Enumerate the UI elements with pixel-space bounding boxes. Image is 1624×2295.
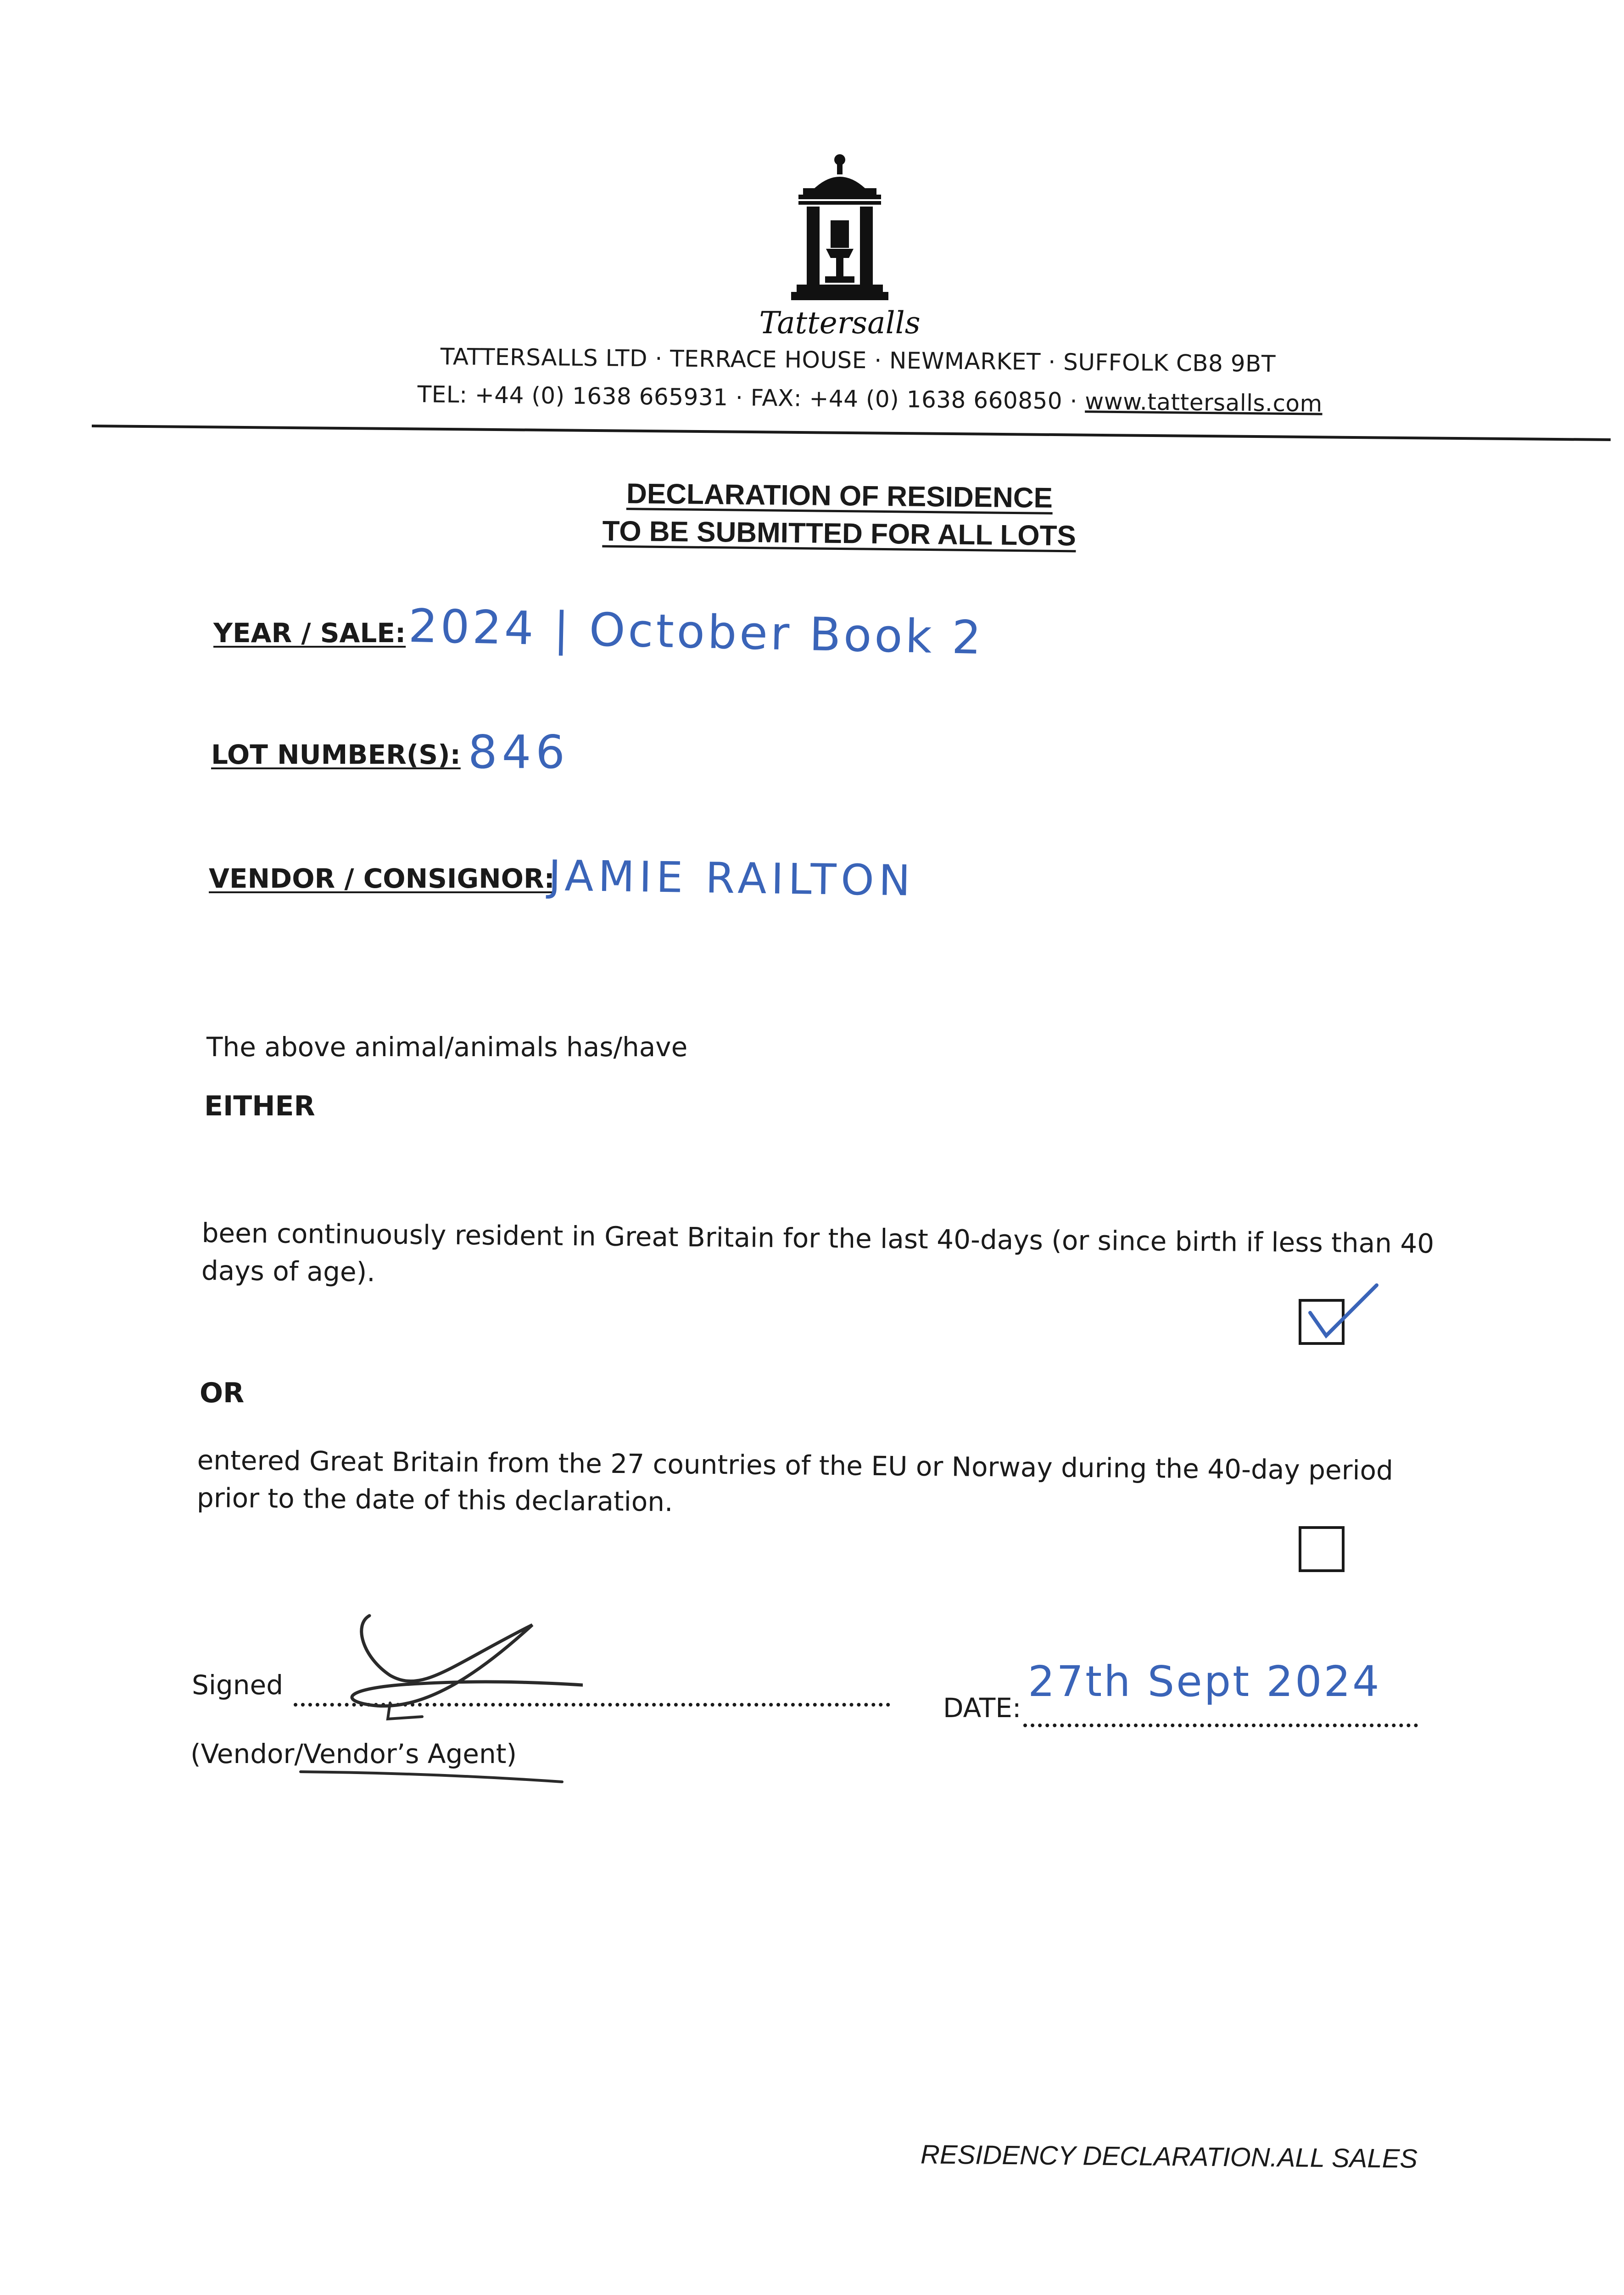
handwritten-signature bbox=[285, 1606, 583, 1744]
lot-numbers-label: LOT NUMBER(S): bbox=[211, 739, 461, 770]
option1-line-2: days of age). bbox=[201, 1254, 376, 1288]
date-value[interactable]: 27th Sept 2024 bbox=[1028, 1657, 1381, 1706]
date-label: DATE: bbox=[943, 1692, 1021, 1724]
year-sale-value[interactable]: 2024 | October Book 2 bbox=[407, 599, 985, 665]
lot-numbers-value[interactable]: 846 bbox=[468, 725, 569, 779]
contact-line bbox=[417, 381, 1323, 417]
signed-label: Signed bbox=[192, 1669, 284, 1701]
role-underline bbox=[298, 1763, 564, 1786]
address-line: TATTERSALLS LTD · TERRACE HOUSE · NEWMARKET · SUFFOLK CB8 9BT bbox=[440, 343, 1276, 377]
either-label: EITHER bbox=[204, 1090, 315, 1122]
date-line bbox=[1023, 1724, 1418, 1727]
statement-intro: The above animal/animals has/have bbox=[206, 1031, 688, 1063]
or-label: OR bbox=[200, 1377, 245, 1409]
tattersalls-logo bbox=[771, 151, 909, 308]
year-sale-label: YEAR / SALE: bbox=[213, 617, 406, 649]
brand-name: Tattersalls bbox=[759, 305, 921, 341]
option2-text bbox=[197, 1441, 1394, 1527]
header-divider bbox=[92, 425, 1611, 441]
document-title bbox=[458, 473, 1221, 556]
phone-fax: TEL: +44 (0) 1638 665931 · FAX: +44 (0) 1638 660850 · bbox=[417, 381, 1085, 415]
option1-text bbox=[201, 1214, 1434, 1300]
option2-checkbox[interactable] bbox=[1299, 1526, 1345, 1572]
vendor-value[interactable]: JAMIE RAILTON bbox=[548, 851, 915, 906]
website-link[interactable]: www.tattersalls.com bbox=[1085, 388, 1323, 417]
title-line-1: DECLARATION OF RESIDENCE bbox=[626, 478, 1053, 514]
vendor-label: VENDOR / CONSIGNOR: bbox=[209, 863, 555, 894]
footer-text: RESIDENCY DECLARATION.ALL SALES bbox=[920, 2139, 1418, 2174]
checkmark-icon bbox=[1299, 1281, 1381, 1349]
signer-role-label: (Vendor/Vendor’s Agent) bbox=[190, 1738, 517, 1769]
option2-line-2: prior to the date of this declaration. bbox=[196, 1482, 673, 1518]
option2-line-1: entered Great Britain from the 27 countries of the EU or Norway during the 40-day period bbox=[197, 1444, 1394, 1486]
option1-line-1: been continuously resident in Great Britain for the last 40-days (or since birth if less than 40 bbox=[201, 1217, 1434, 1259]
title-line-2: TO BE SUBMITTED FOR ALL LOTS bbox=[602, 515, 1077, 552]
